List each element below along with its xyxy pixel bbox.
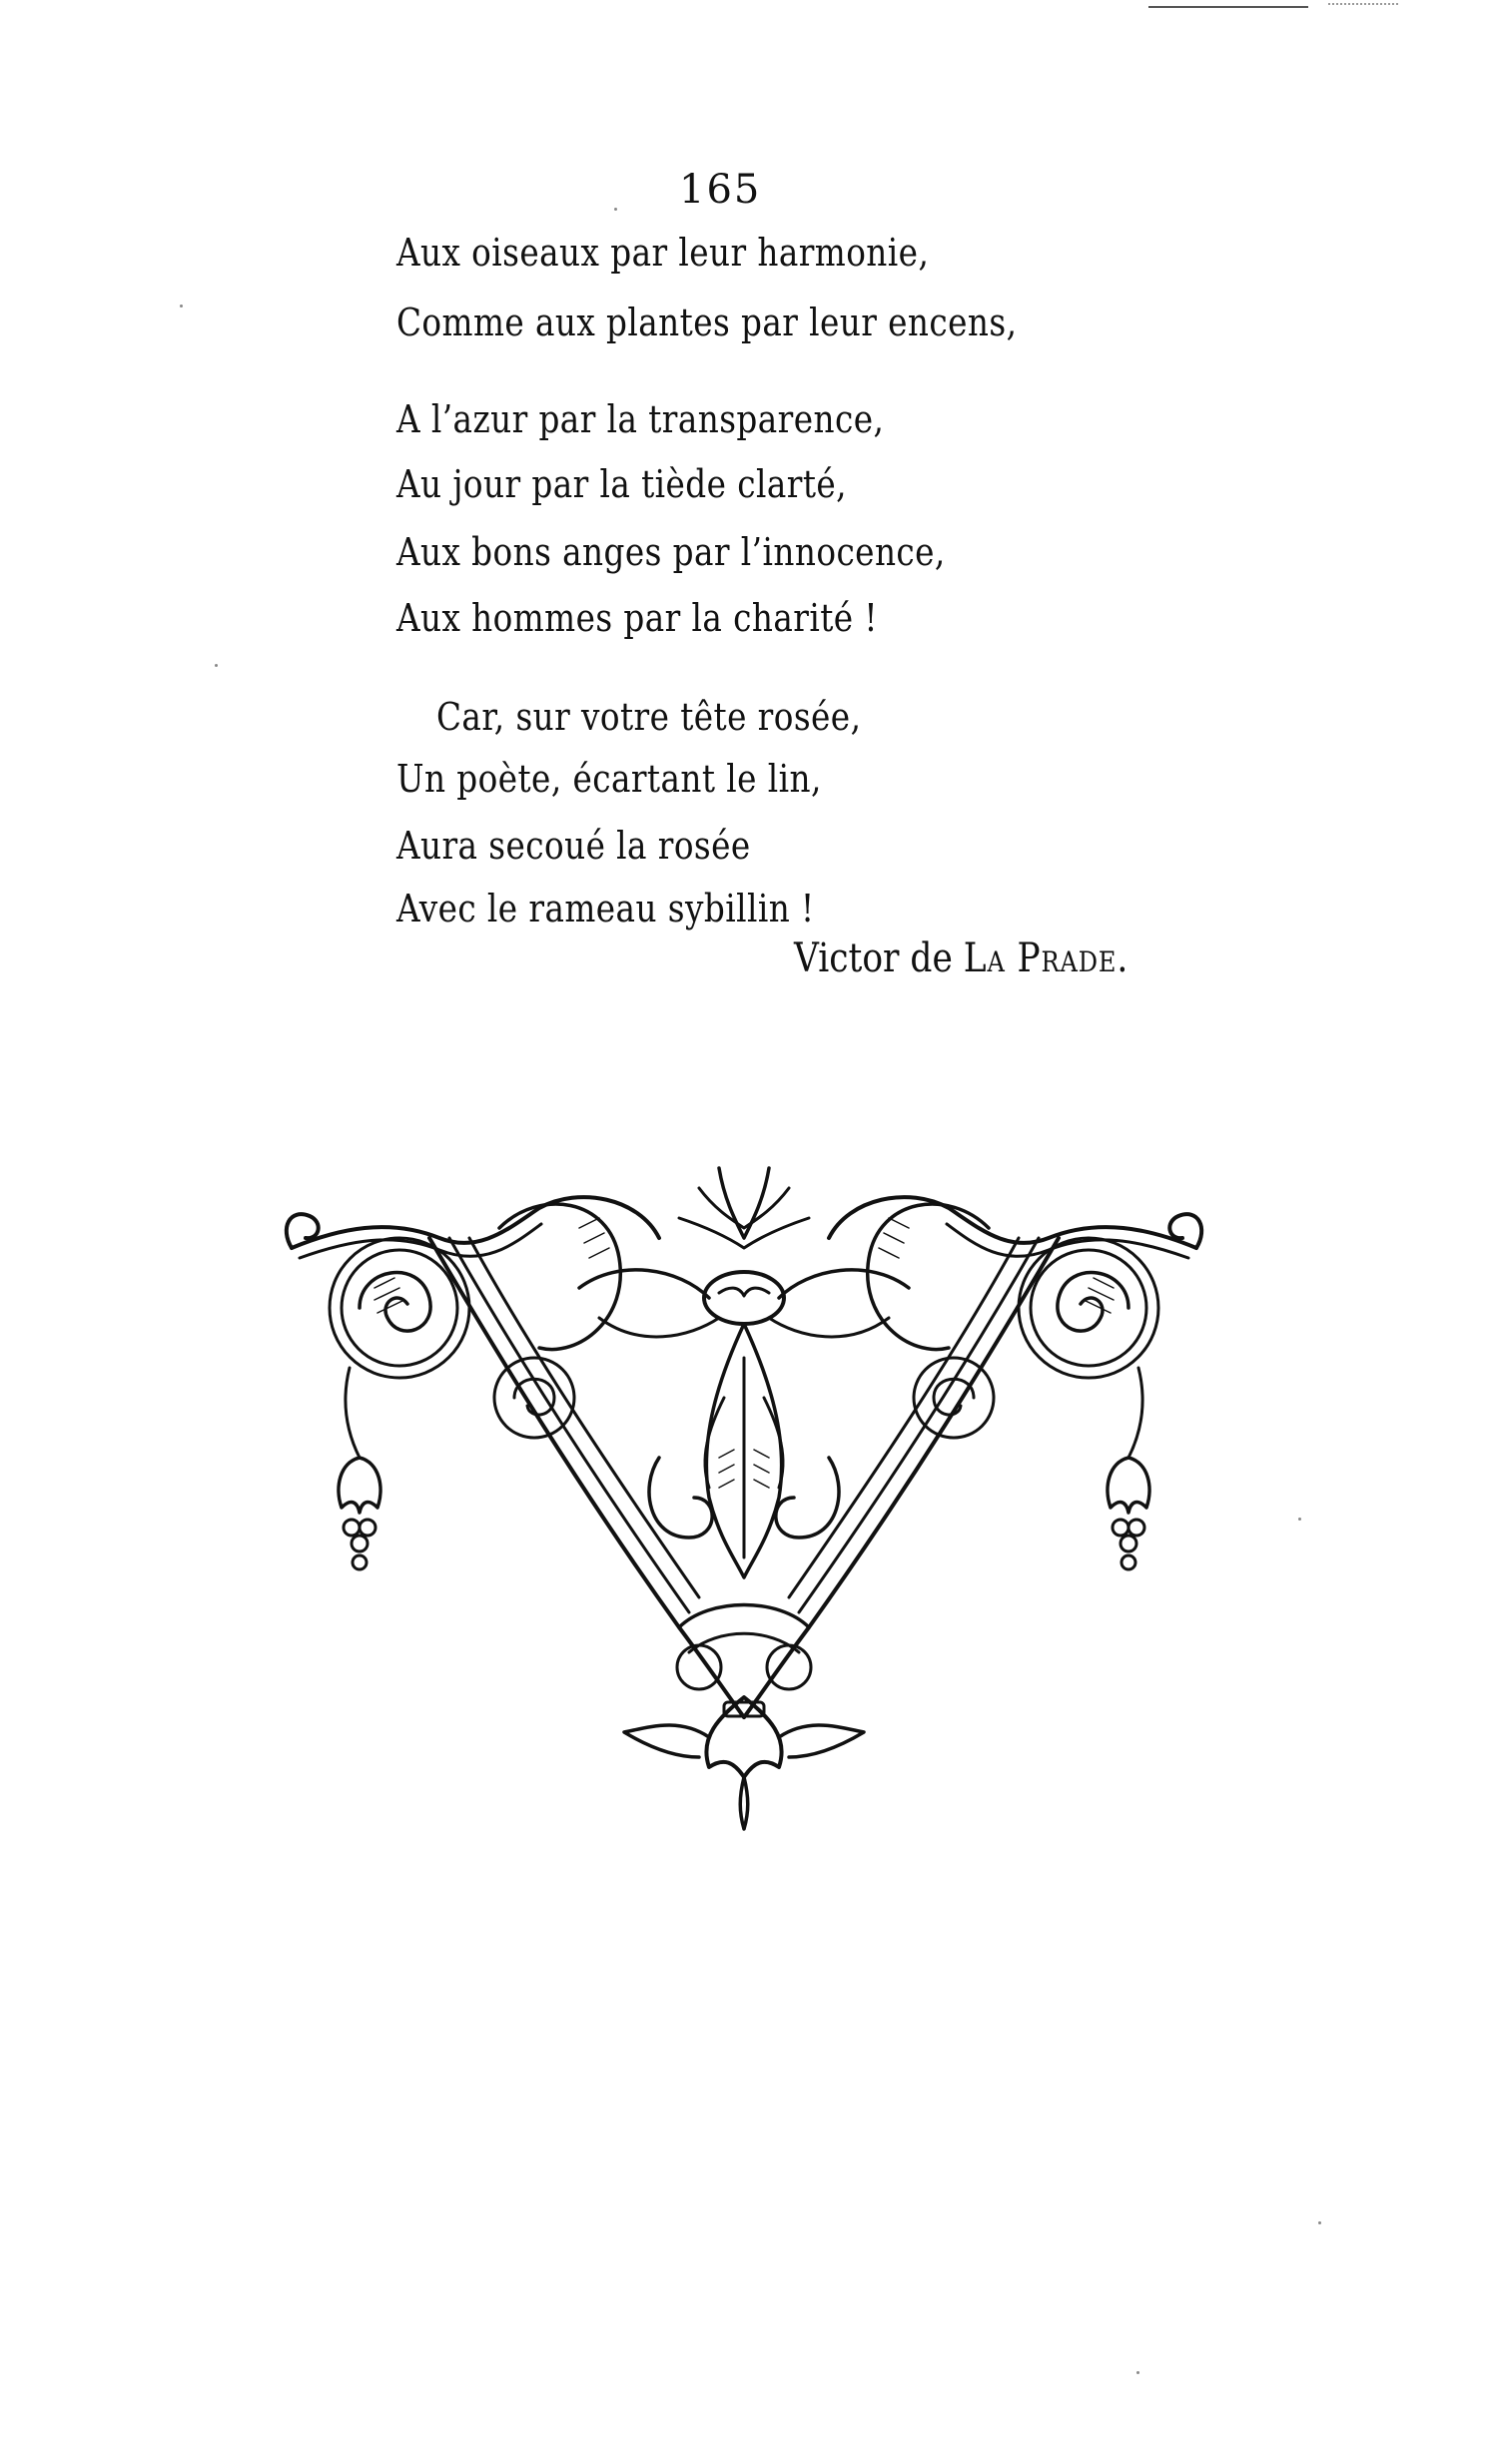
print-speck — [215, 664, 218, 667]
verse-line: Un poète, écartant le lin, — [396, 757, 822, 801]
top-edge-rule — [1148, 6, 1308, 8]
verse-line: Car, sur votre tête rosée, — [436, 695, 862, 739]
print-speck — [1298, 1518, 1301, 1521]
verse-line: Aux hommes par la charité ! — [396, 596, 878, 640]
top-edge-dots — [1328, 3, 1398, 8]
floral-scrollwork-vignette-icon — [280, 1158, 1208, 1837]
author-last-name: La Prade. — [963, 935, 1129, 981]
page-number: 165 — [679, 167, 762, 213]
author-first-name: Victor de — [794, 935, 953, 981]
verse-line: Aux oiseaux par leur harmonie, — [396, 231, 930, 275]
verse-line: Aura secoué la rosée — [396, 824, 751, 868]
author-signature — [794, 933, 1128, 983]
verse-line: Comme aux plantes par leur encens, — [396, 301, 1018, 344]
print-speck — [1136, 2371, 1139, 2374]
verse-line: Avec le rameau sybillin ! — [396, 887, 815, 930]
print-speck — [180, 305, 183, 308]
print-speck — [614, 208, 617, 211]
verse-line: Aux bons anges par l’innocence, — [396, 530, 946, 574]
verse-line: A l’azur par la transparence, — [396, 397, 885, 441]
print-speck — [1318, 2221, 1321, 2224]
verse-line: Au jour par la tiède clarté, — [396, 462, 847, 506]
